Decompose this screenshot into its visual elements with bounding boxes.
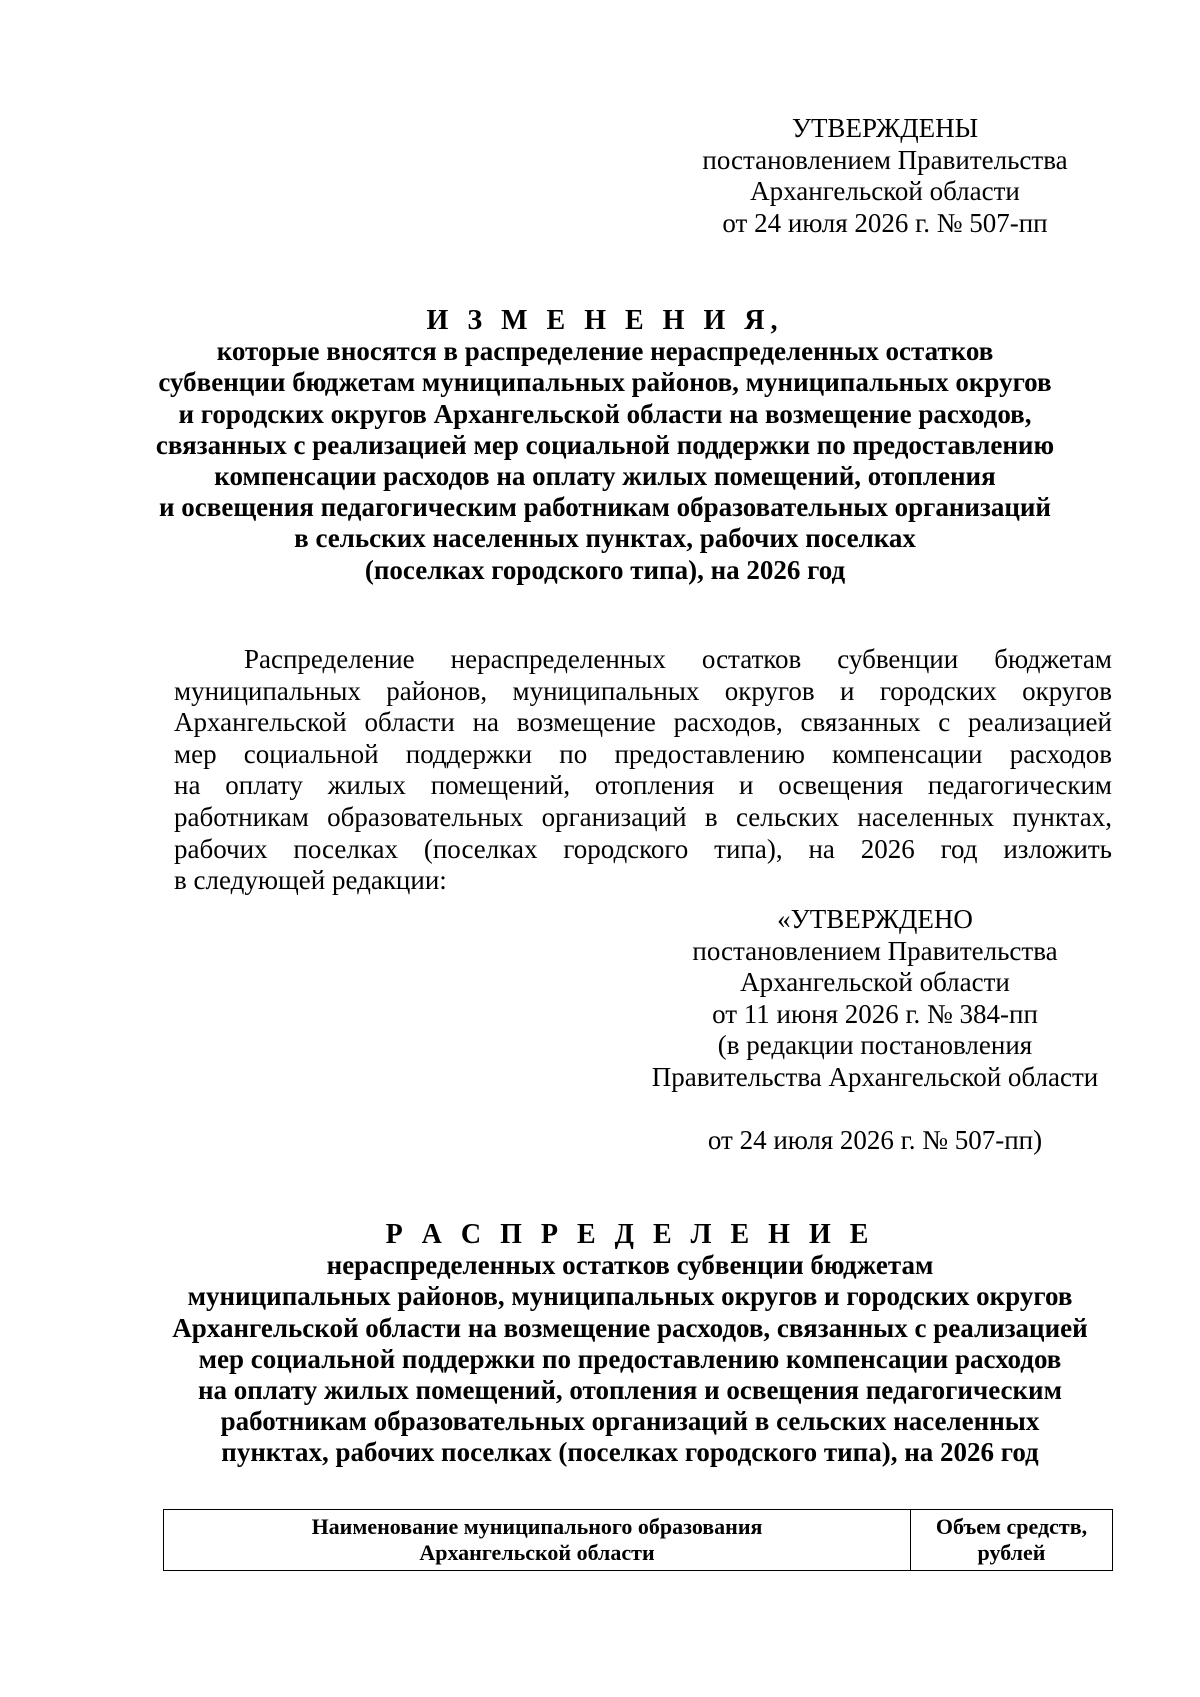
header-text: Архангельской области xyxy=(419,1540,655,1565)
nested-approval-line: Правительства Архангельской области xyxy=(651,1061,1099,1092)
approval-line: от 24 июля 2026 г. № 507-пп xyxy=(722,207,1048,238)
title-line: (поселках городского типа), на 2026 год xyxy=(364,554,846,585)
title-line: и городских округов Архангельской области на возмещение расходов, xyxy=(178,398,1032,429)
title-line: в сельских населенных пунктах, рабочих поселках xyxy=(294,523,916,554)
nested-approval-line: (в редакции постановления xyxy=(717,1030,1033,1060)
title-line: связанных с реализацией мер социальной поддержки по предоставлению xyxy=(155,429,1055,460)
nested-approval-line: «УТВЕРЖДЕНО xyxy=(777,904,973,934)
header-text: Объем средств, xyxy=(935,1514,1088,1539)
body-line: муниципальных районов, муниципальных округов и городских округов xyxy=(174,675,1112,706)
table-header-row xyxy=(164,1510,1113,1571)
nested-approval-line: постановлением Правительства xyxy=(692,935,1058,966)
changes-title xyxy=(150,305,1060,586)
title-line: и освещения педагогическим работникам образовательных организаций xyxy=(159,492,1051,523)
title-line: субвенции бюджетам муниципальных районов, муниципальных округов xyxy=(158,367,1052,398)
body-line: мер социальной поддержки по предоставлению компенсации расходов xyxy=(174,738,1112,769)
title-line: которые вносятся в распределение нераспределенных остатков xyxy=(216,336,994,367)
nested-approval-stamp xyxy=(630,904,1120,1157)
approval-line: Архангельской области xyxy=(750,176,1020,206)
header-text: Наименование муниципального образования xyxy=(311,1514,763,1539)
distribution-title xyxy=(150,1219,1110,1469)
distribution-heading: Р А С П Р Е Д Е Л Е Н И Е xyxy=(385,1219,875,1250)
distribution-line: нераспределенных остатков субвенции бюджетам xyxy=(326,1250,934,1281)
column-header-municipality xyxy=(164,1510,911,1571)
nested-approval-line: Архангельской области xyxy=(740,967,1010,997)
nested-approval-date: от 24 июля 2026 г. № 507-пп) xyxy=(707,1125,1043,1155)
distribution-line: мер социальной поддержки по предоставлению компенсации расходов xyxy=(198,1343,1062,1374)
body-paragraph xyxy=(174,644,1112,897)
approval-line: постановлением Правительства xyxy=(702,144,1068,175)
body-line: работникам образовательных организаций в сельских населенных пунктах, xyxy=(174,801,1112,832)
distribution-line: муниципальных районов, муниципальных округов и городских округов xyxy=(187,1281,1073,1312)
approval-line: УТВЕРЖДЕНЫ xyxy=(791,113,979,143)
body-line: Архангельской области на возмещение расходов, связанных с реализацией xyxy=(174,707,1112,738)
distribution-table xyxy=(163,1509,1113,1571)
distribution-line: работникам образовательных организаций в сельских населенных xyxy=(220,1406,1040,1437)
title-line: компенсации расходов на оплату жилых помещений, отопления xyxy=(214,461,996,492)
distribution-line: Архангельской области на возмещение расходов, связанных с реализацией xyxy=(172,1312,1088,1343)
body-line: в следующей редакции: xyxy=(174,865,447,896)
distribution-table-grid xyxy=(163,1509,1113,1571)
nested-approval-line: от 11 июня 2026 г. № 384-пп xyxy=(712,998,1038,1029)
header-text: рублей xyxy=(977,1540,1046,1565)
body-line: Распределение нераспределенных остатков субвенции бюджетам xyxy=(244,644,1112,674)
distribution-line: на оплату жилых помещений, отопления и освещения педагогическим xyxy=(197,1375,1063,1406)
column-header-amount xyxy=(911,1510,1113,1571)
distribution-line: пунктах, рабочих поселках (поселках городского типа), на 2026 год xyxy=(221,1437,1039,1468)
body-line: рабочих поселках (поселках городского типа), на 2026 год изложить xyxy=(174,833,1112,864)
changes-heading: И З М Е Н Е Н И Я, xyxy=(426,305,784,336)
approval-stamp xyxy=(660,113,1110,239)
body-line: на оплату жилых помещений, отопления и освещения педагогическим xyxy=(174,770,1112,801)
